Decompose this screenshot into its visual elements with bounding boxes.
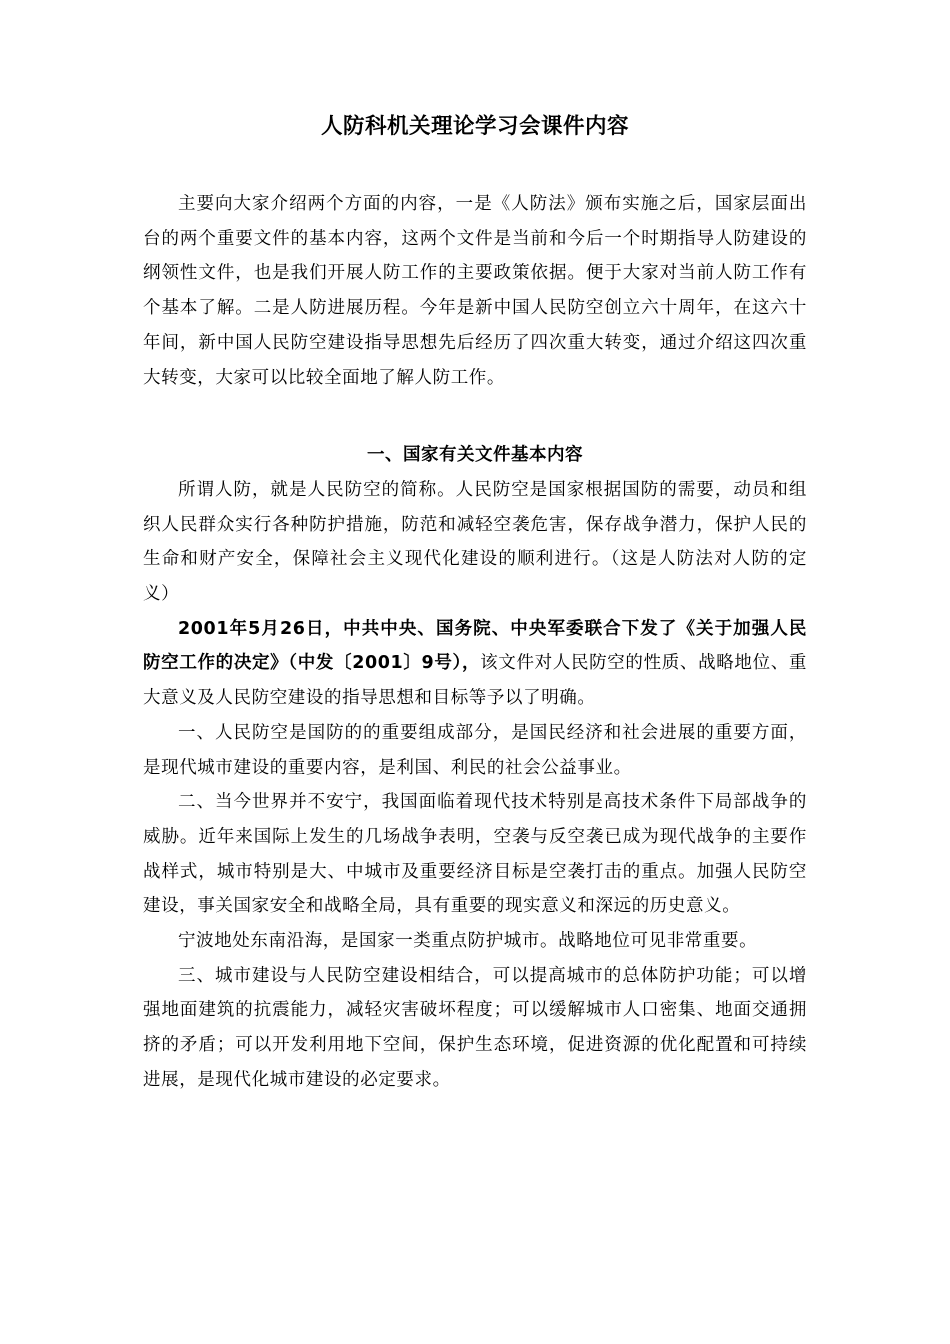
ningbo-paragraph: 宁波地处东南沿海，是国家一类重点防护城市。战略地位可见非常重要。 — [178, 931, 758, 952]
document-title: 人防科机关理论学习会课件内容 — [320, 114, 629, 139]
section-heading: 一、国家有关文件基本内容 — [367, 445, 583, 466]
document-page — [143, 112, 807, 1098]
decision-rest-text: 该文件对人民防空的性质、战略地位、重大意义及人民防空建设的指导思想和目标等予以了明确。 — [143, 653, 807, 709]
point-one-paragraph: 一、人民防空是国防的的重要组成部分，是国民经济和社会进展的重要方面，是现代城市建设的重要内容，是利国、利民的社会公益事业。 — [143, 722, 807, 778]
decision-bold-text: 2001年5月26日，中共中央、国务院、中央军委联合下发了《关于加强人民防空工作的决定》（中发〔2001〕9号）， — [143, 618, 807, 674]
definition-paragraph: 所谓人防，就是人民防空的简称。人民防空是国家根据国防的需要，动员和组织人民群众实行各种防护措施，防范和减轻空袭危害，保存战争潜力，保护人民的生命和财产安全，保障社会主义现代化建设的顺利进行。（这是人防法对人防的定义） — [143, 479, 807, 605]
point-three-paragraph: 三、城市建设与人民防空建设相结合，可以提高城市的总体防护功能；可以增强地面建筑的抗震能力，减轻灾害破坏程度；可以缓解城市人口密集、地面交通拥挤的矛盾；可以开发利用地下空间，保护生态环境，促进资源的优化配置和可持续进展，是现代化城市建设的必定要求。 — [143, 965, 807, 1090]
point-two-paragraph: 二、当今世界并不安宁，我国面临着现代技术特别是高技术条件下局部战争的威胁。近年来国际上发生的几场战争表明，空袭与反空袭已成为现代战争的主要作战样式，城市特别是大、中城市及重要经济目标是空袭打击的重点。加强人民防空建设，事关国家安全和战略全局，具有重要的现实意义和深远的历史意义。 — [143, 792, 807, 917]
intro-paragraph: 主要向大家介绍两个方面的内容，一是《人防法》颁布实施之后，国家层面出台的两个重要文件的基本内容，这两个文件是当前和今后一个时期指导人防建设的纲领性文件，也是我们开展人防工作的主要政策依据。便于大家对当前人防工作有个基本了解。二是人防进展历程。今年是新中国人民防空创立六十周年，在这六十年间，新中国人民防空建设指导思想先后经历了四次重大转变，通过介绍这四次重大转变，大家可以比较全面地了解人防工作。 — [143, 194, 807, 388]
decision-paragraph — [143, 612, 807, 716]
